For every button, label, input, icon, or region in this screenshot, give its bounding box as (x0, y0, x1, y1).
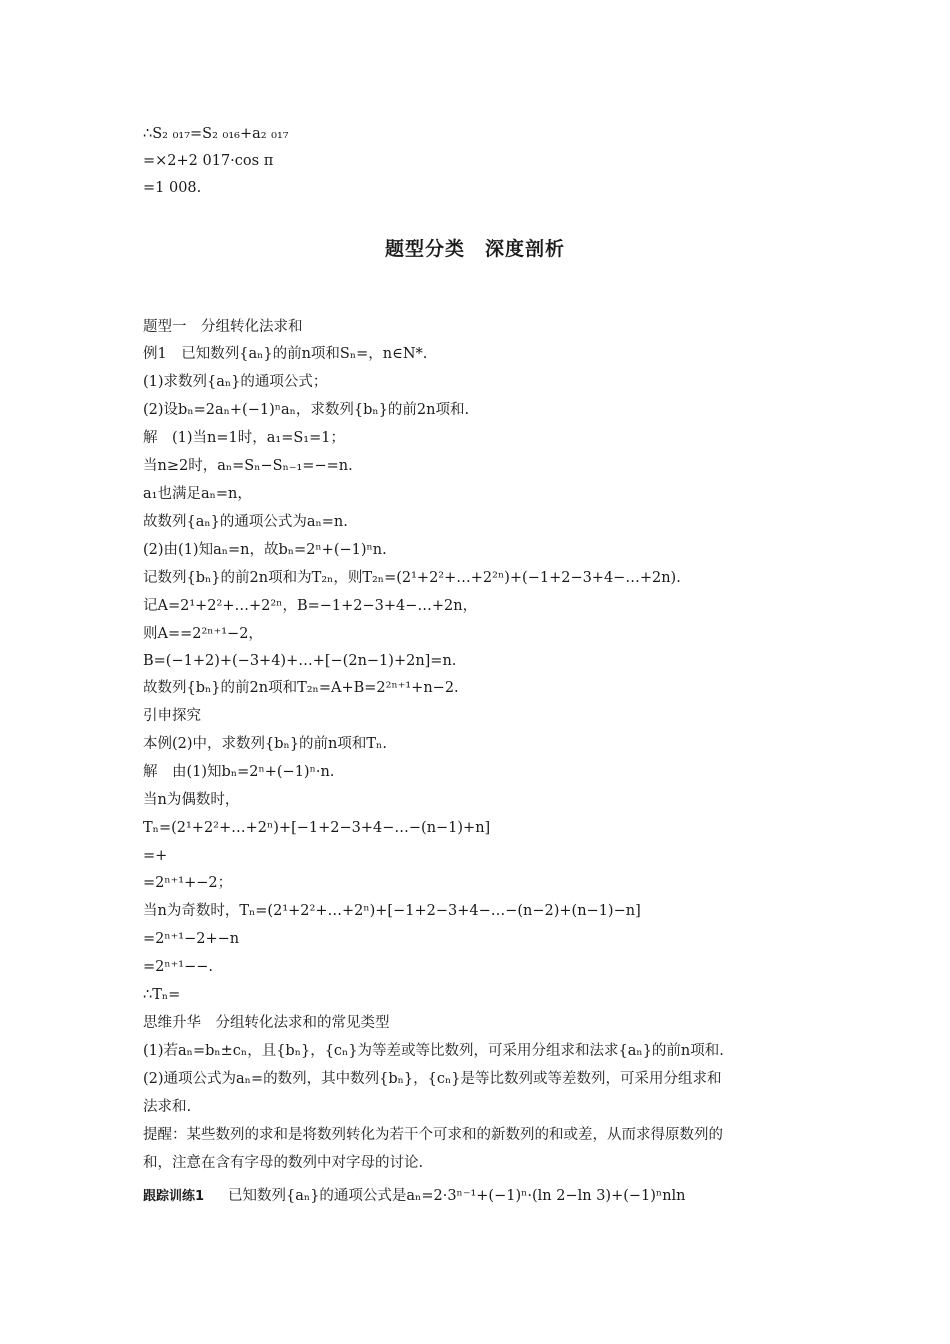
solution-line: =+ (143, 848, 168, 864)
solution-line: =2ⁿ⁺¹+−2； (143, 875, 233, 891)
solution-line: 故数列{bₙ}的前2n项和T₂ₙ=A+B=2²ⁿ⁺¹+n−2. (143, 680, 459, 696)
solution-line: 当n≥2时，aₙ=Sₙ−Sₙ₋₁=−=n. (143, 458, 353, 474)
track-training-label: 跟踪训练1 (143, 1189, 205, 1204)
summary-point-2-cont: 法求和. (143, 1099, 192, 1115)
question-part-1: (1)求数列{aₙ}的通项公式； (143, 374, 328, 390)
solution-line: (2)由(1)知aₙ=n，故bₙ=2ⁿ+(−1)ⁿn. (143, 542, 387, 558)
summary-point-2: (2)通项公式为aₙ=的数列，其中数列{bₙ}，{cₙ}是等比数列或等差数列，可采用分组求和 (143, 1071, 722, 1087)
solution-line: =2ⁿ⁺¹−2+−n (143, 931, 240, 947)
section-heading: 题型分类 深度剖析 (384, 238, 565, 260)
reminder-line: 提醒：某些数列的求和是将数列转化为若干个可求和的新数列的和或差，从而求得原数列的 (143, 1127, 723, 1143)
reminder-line-cont: 和，注意在含有字母的数列中对字母的讨论. (143, 1155, 424, 1171)
type-one-title: 题型一 分组转化法求和 (143, 319, 303, 335)
solution-line: B=(−1+2)+(−3+4)+…+[−(2n−1)+2n]=n. (143, 653, 457, 669)
extension-question: 本例(2)中，求数列{bₙ}的前n项和Tₙ. (143, 736, 387, 752)
formula-line-result: =1 008. (143, 180, 202, 196)
formula-line-cos: =×2+2 017·cos π (143, 153, 274, 169)
summary-point-1: (1)若aₙ=bₙ±cₙ，且{bₙ}，{cₙ}为等差或等比数列，可采用分组求和法求{aₙ}的前n项和. (143, 1043, 724, 1059)
solution-line: 解 由(1)知bₙ=2ⁿ+(−1)ⁿ·n. (143, 764, 335, 780)
solution-line: ∴Tₙ= (143, 987, 181, 1003)
solution-line: 故数列{aₙ}的通项公式为aₙ=n. (143, 514, 348, 530)
formula-line-s2017: ∴S₂ ₀₁₇=S₂ ₀₁₆+a₂ ₀₁₇ (143, 126, 289, 142)
solution-line: a₁也满足aₙ=n， (143, 486, 252, 502)
track-training-line (143, 1186, 686, 1207)
solution-line: 记A=2¹+2²+…+2²ⁿ，B=−1+2−3+4−…+2n， (143, 598, 478, 614)
solution-line: 当n为奇数时，Tₙ=(2¹+2²+…+2ⁿ)+[−1+2−3+4−…−(n−2)+(n−1)−n] (143, 903, 641, 919)
track-training-text: 已知数列{aₙ}的通项公式是aₙ=2·3ⁿ⁻¹+(−1)ⁿ·(ln 2−ln 3)+(−1)ⁿnln (228, 1188, 686, 1204)
question-part-2: (2)设bₙ=2aₙ+(−1)ⁿaₙ，求数列{bₙ}的前2n项和. (143, 402, 470, 418)
solution-line: 解 (1)当n=1时，a₁=S₁=1； (143, 430, 345, 446)
solution-line: Tₙ=(2¹+2²+…+2ⁿ)+[−1+2−3+4−…−(n−1)+n] (143, 820, 491, 836)
extension-title: 引申探究 (143, 708, 201, 724)
thinking-summary-title: 思维升华 分组转化法求和的常见类型 (143, 1015, 390, 1031)
example-one-statement: 例1 已知数列{aₙ}的前n项和Sₙ=，n∈N*. (143, 346, 428, 362)
solution-line: =2ⁿ⁺¹−−. (143, 959, 214, 975)
solution-line: 则A==2²ⁿ⁺¹−2， (143, 626, 263, 642)
solution-line: 当n为偶数时， (143, 792, 240, 808)
solution-line: 记数列{bₙ}的前2n项和为T₂ₙ，则T₂ₙ=(2¹+2²+…+2²ⁿ)+(−1+2−3+4−…+2n). (143, 570, 681, 586)
